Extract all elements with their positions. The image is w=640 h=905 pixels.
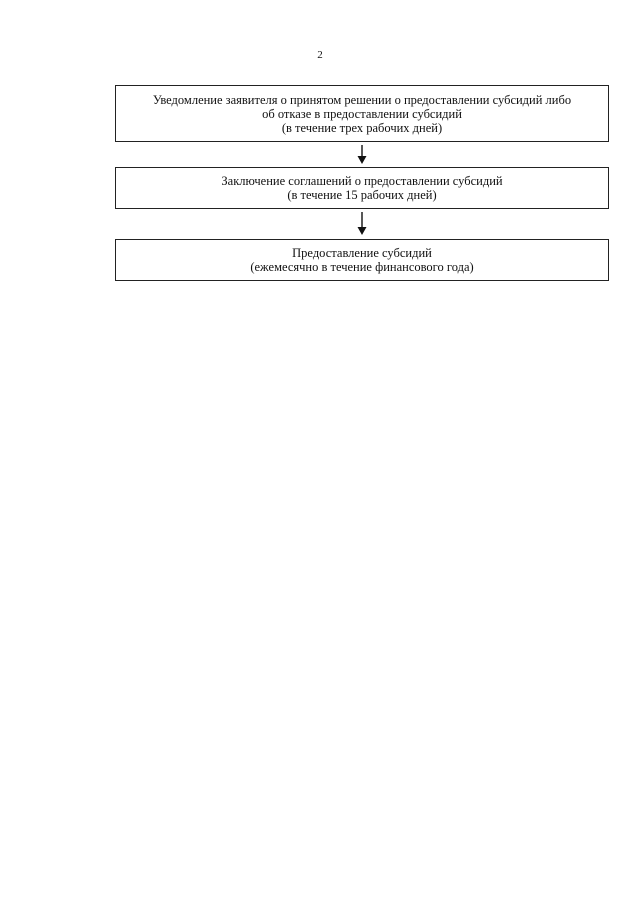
- arrow-down-icon: [356, 212, 368, 236]
- page-number: 2: [317, 49, 323, 61]
- flowchart-step-provision: [115, 239, 609, 281]
- step-text-line: Предоставление субсидий: [292, 246, 432, 260]
- step-text-line: (в течение 15 рабочих дней): [287, 188, 437, 202]
- step-text-line: об отказе в предоставлении субсидий: [262, 106, 462, 121]
- step-text-line: (в течение трех рабочих дней): [281, 120, 443, 135]
- step-text-line: Заключение соглашений о предоставлении субсидий: [221, 174, 503, 188]
- arrow-down-icon: [356, 145, 368, 165]
- flowchart-step-notification: [115, 85, 609, 142]
- flowchart-step-agreement: [115, 167, 609, 209]
- step-text-line: (ежемесячно в течение финансового года): [250, 260, 474, 274]
- step-text-line: Уведомление заявителя о принятом решении о предоставлении субсидий либо: [152, 92, 572, 107]
